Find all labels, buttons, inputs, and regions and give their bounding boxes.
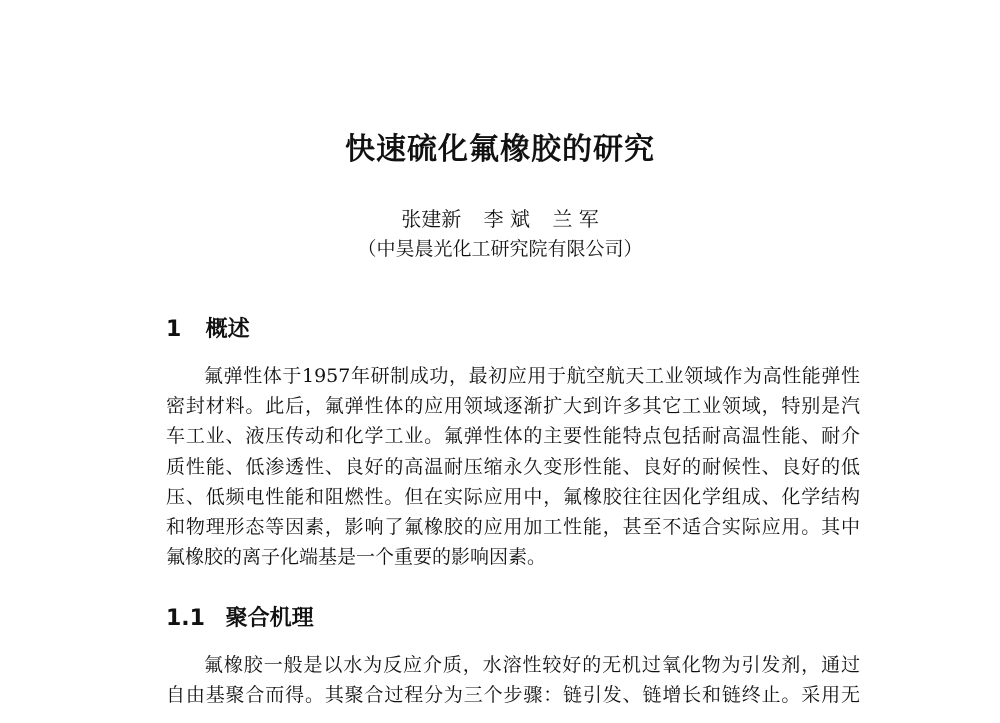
paragraph-line: 氟橡胶一般是以水为反应介质，水溶性较好的无机过氧化物为引发剂，通过 bbox=[204, 654, 860, 676]
subsection-paragraph bbox=[166, 650, 860, 710]
author-name: 张建新 bbox=[401, 207, 462, 231]
section-title: 概述 bbox=[205, 317, 250, 342]
section-number: 1 bbox=[166, 317, 182, 342]
paragraph-line: 氟弹性体于1957年研制成功，最初应用于航空航天工业领域作为高性能弹性 bbox=[204, 365, 860, 387]
paragraph-line: 压、低频电性能和阻燃性。但在实际应用中，氟橡胶往往因化学组成、化学结构 bbox=[166, 485, 860, 508]
author-affiliation: （中昊晨光化工研究院有限公司） bbox=[357, 238, 643, 260]
paragraph-line: 自由基聚合而得。其聚合过程分为三个步骤：链引发、链增长和链终止。采用无 bbox=[166, 684, 860, 707]
paper-title: 快速硫化氟橡胶的研究 bbox=[345, 132, 655, 167]
paragraph-line: 质性能、低渗透性、良好的高温耐压缩永久变形性能、良好的耐候性、良好的低 bbox=[166, 455, 860, 478]
subsection-number: 1.1 bbox=[166, 606, 205, 631]
author-list bbox=[0, 205, 1000, 233]
subsection-heading bbox=[166, 603, 314, 635]
section-heading bbox=[166, 314, 250, 346]
section-paragraph bbox=[166, 361, 860, 572]
paragraph-line: 密封材料。此后，氟弹性体的应用领域逐渐扩大到许多其它工业领域，特别是汽 bbox=[166, 395, 860, 418]
author-name: 李 斌 bbox=[483, 207, 530, 231]
paragraph-line: 氟橡胶的离子化端基是一个重要的影响因素。 bbox=[166, 546, 547, 569]
paragraph-line: 和物理形态等因素，影响了氟橡胶的应用加工性能，甚至不适合实际应用。其中 bbox=[166, 515, 860, 538]
author-name: 兰 军 bbox=[552, 207, 599, 231]
subsection-title: 聚合机理 bbox=[225, 606, 314, 631]
paragraph-line: 车工业、液压传动和化学工业。氟弹性体的主要性能特点包括耐高温性能、耐介 bbox=[166, 425, 860, 448]
